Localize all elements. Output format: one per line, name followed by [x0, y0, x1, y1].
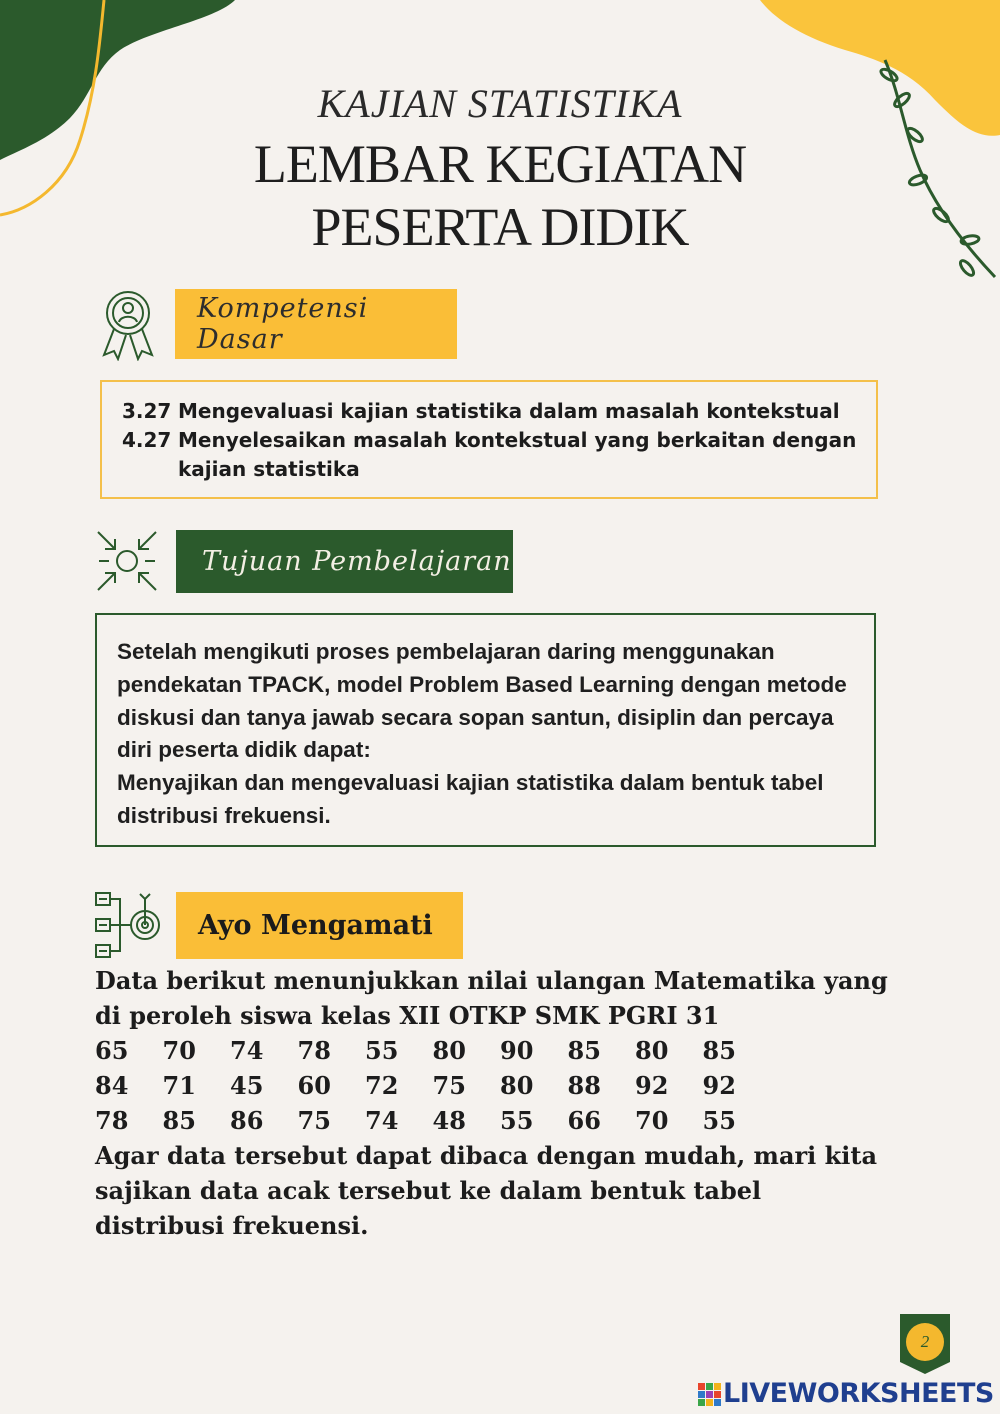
data-value: 80 [432, 1036, 466, 1065]
data-value: 75 [297, 1106, 331, 1135]
liveworksheets-watermark [697, 1378, 994, 1409]
page-title-line-2: PESERTA DIDIK [311, 197, 689, 257]
data-value: 70 [635, 1106, 669, 1135]
kompetensi-text: Menyelesaikan masalah kontekstual yang berkaitan dengan kajian statistika [178, 428, 857, 481]
kompetensi-dasar-label: Kompetensi Dasar [175, 289, 457, 359]
tujuan-pembelajaran-box [95, 613, 876, 847]
data-value: 74 [365, 1106, 399, 1135]
kompetensi-number: 4.27 [122, 428, 172, 452]
data-value: 48 [432, 1106, 466, 1135]
kompetensi-number: 3.27 [122, 399, 172, 423]
tujuan-paragraph-2: Menyajikan dan mengevaluasi kajian statistika dalam bentuk tabel distribusi frekuensi. [117, 770, 824, 828]
data-value: 45 [230, 1071, 264, 1100]
kompetensi-dasar-box [100, 380, 878, 499]
data-value: 90 [500, 1036, 534, 1065]
data-value: 70 [162, 1036, 196, 1065]
target-flowchart-icon [93, 890, 163, 960]
observation-intro: Data berikut menunjukkan nilai ulangan Matematika yang di peroleh siswa kelas XII OTKP SMK PGRI 31 [95, 966, 888, 1030]
data-value: 92 [635, 1071, 669, 1100]
data-value: 65 [95, 1036, 129, 1065]
tujuan-pembelajaran-label: Tujuan Pembelajaran [176, 530, 513, 593]
data-value: 80 [500, 1071, 534, 1100]
award-ribbon-icon [98, 289, 158, 361]
data-value: 60 [297, 1071, 331, 1100]
kompetensi-item [122, 397, 876, 426]
kompetensi-item [122, 426, 876, 484]
data-value: 72 [365, 1071, 399, 1100]
data-value: 88 [567, 1071, 601, 1100]
data-value: 92 [702, 1071, 736, 1100]
ayo-mengamati-label: Ayo Mengamati [176, 892, 463, 959]
data-value: 74 [230, 1036, 264, 1065]
data-value: 86 [230, 1106, 264, 1135]
data-value: 85 [567, 1036, 601, 1065]
page-number: 2 [906, 1323, 944, 1361]
tujuan-paragraph-1: Setelah mengikuti proses pembelajaran daring menggunakan pendekatan TPACK, model Problem Based Learning dengan metode diskusi dan tanya jawab secara sopan santun, disiplin dan percaya diri peserta didik dapat: [117, 639, 847, 763]
kompetensi-text: Mengevaluasi kajian statistika dalam masalah kontekstual [178, 399, 840, 423]
data-value: 78 [95, 1106, 129, 1135]
liveworksheets-logo-icon [697, 1381, 723, 1407]
data-values [95, 1033, 770, 1138]
page-title-line-1: LEMBAR KEGIATAN [253, 134, 747, 194]
data-value: 85 [702, 1036, 736, 1065]
focus-arrows-icon [95, 529, 159, 593]
watermark-text: LIVEWORKSHEETS [723, 1378, 994, 1409]
data-row [95, 1033, 770, 1068]
data-value: 80 [635, 1036, 669, 1065]
data-value: 75 [432, 1071, 466, 1100]
page-number-badge [900, 1314, 950, 1374]
data-value: 66 [567, 1106, 601, 1135]
data-value: 55 [702, 1106, 736, 1135]
data-value: 85 [162, 1106, 196, 1135]
data-value: 55 [365, 1036, 399, 1065]
observation-outro: Agar data tersebut dapat dibaca dengan mudah, mari kita sajikan data acak tersebut ke dalam bentuk tabel distribusi frekuensi. [95, 1141, 878, 1240]
data-row [95, 1068, 770, 1103]
data-value: 55 [500, 1106, 534, 1135]
data-value: 78 [297, 1036, 331, 1065]
data-row [95, 1103, 770, 1138]
data-value: 71 [162, 1071, 196, 1100]
data-value: 84 [95, 1071, 129, 1100]
page-subtitle: KAJIAN STATISTIKA [317, 81, 683, 126]
